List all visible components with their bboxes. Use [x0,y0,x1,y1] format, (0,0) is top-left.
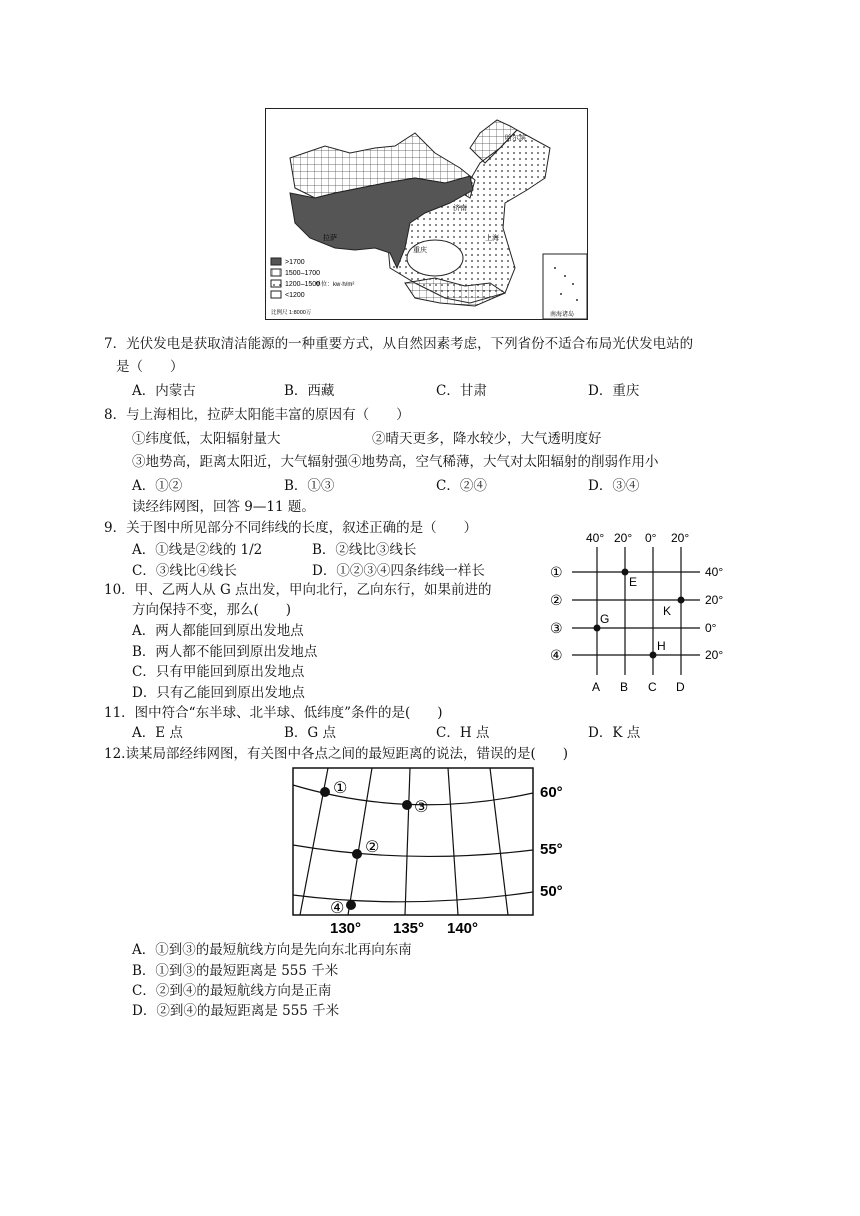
q8-statement-1: ①纬度低，太阳辐射量大 [132,431,281,447]
lat-long-grid-1 [542,525,742,700]
q12-stem: 12.读某局部经纬网图，有关图中各点之间的最短距离的说法，错误的是( ) [104,746,569,762]
q7-option-b: B．西藏 [284,383,335,399]
q11-stem: 11．图中符合“东半球、北半球、低纬度”条件的是( ) [104,705,443,721]
svg-text:重庆: 重庆 [413,247,427,254]
right-label-0: 0° [705,621,717,635]
q12-option-b: B．①到③的最短距离是 555 千米 [132,963,339,979]
svg-text:1500–1700: 1500–1700 [285,270,321,277]
q10-option-a: A．两人都能回到原出发地点 [132,623,304,639]
point-h: H [657,639,666,653]
svg-text:拉萨: 拉萨 [323,235,337,242]
q8-option-a: A．①② [132,478,183,494]
row-label-1: ① [550,564,563,580]
q8-option-b: B．①③ [284,478,335,494]
row-label-2: ② [550,592,563,608]
lon-label-140: 140° [447,920,479,937]
lat-long-grid-2 [290,765,590,940]
q10-option-c: C．只有甲能回到原出发地点 [132,664,305,680]
lon-label-135: 135° [393,920,425,937]
q9-option-a: A．①线是②线的 1/2 [132,542,263,558]
q11-option-c: C．H 点 [436,725,490,741]
svg-text:哈尔滨: 哈尔滨 [505,135,526,142]
q12-option-c: C．②到④的最短航线方向是正南 [132,983,332,999]
q11-option-b: B．G 点 [284,725,336,741]
q9-option-b: B．②线比③线长 [312,542,417,558]
top-label-40: 40° [586,531,605,545]
lat-label-55: 55° [540,841,563,858]
q8-option-d: D．③④ [588,478,640,494]
right-label-40: 40° [705,565,724,579]
lon-label-130: 130° [330,920,362,937]
q12-option-d: D．②到④的最短距离是 555 千米 [132,1003,340,1019]
q10-stem-line2: 方向保持不变，那么( ) [132,602,292,618]
point-1: ① [333,780,348,797]
q12-option-a: A．①到③的最短航线方向是先向东北再向东南 [132,942,412,958]
q7-option-c: C．甘肃 [436,383,487,399]
point-g: G [600,612,610,626]
svg-text:>1700: >1700 [285,259,305,266]
svg-text:<1200: <1200 [285,292,305,299]
point-e: E [629,575,638,589]
point-3: ③ [414,799,429,816]
top-label-20e: 20° [671,531,690,545]
q8-statement-3-4: ③地势高，距离太阳近，大气辐射强④地势高，空气稀薄，大气对太阳辐射的削弱作用小 [132,454,659,470]
q8-statement-2: ②晴天更多，降水较少，大气透明度好 [372,431,602,447]
point-4: ④ [330,900,345,917]
q8-stem: 8．与上海相比，拉萨太阳能丰富的原因有（ ） [104,407,410,423]
svg-text:1200–1500: 1200–1500 [285,281,321,288]
col-label-d: D [676,680,685,694]
q7-option-d: D．重庆 [588,383,640,399]
q9-option-d: D．①②③④四条纬线一样长 [312,563,485,579]
q10-option-d: D．只有乙能回到原出发地点 [132,685,305,701]
section-intro: 读经纬网图，回答 9—11 题。 [132,499,315,515]
svg-text:济南: 济南 [453,205,467,212]
q8-option-c: C．②④ [436,478,487,494]
lat-label-50: 50° [540,883,563,900]
row-label-4: ④ [550,647,563,663]
svg-text:上海: 上海 [485,235,499,242]
point-k: K [663,604,672,618]
china-solar-map [265,108,588,320]
q10-stem-line1: 10．甲、乙两人从 G 点出发，甲向北行，乙向东行，如果前进的 [104,582,492,598]
top-label-0: 0° [645,531,657,545]
q7-stem-line2: 是（ ） [116,359,184,375]
svg-text:单位：kw·h/m²: 单位：kw·h/m² [315,282,355,288]
col-label-c: C [648,680,657,694]
svg-text:比例尺 1:8000万: 比例尺 1:8000万 [271,310,312,316]
top-label-20: 20° [614,531,633,545]
q7-stem-line1: 7．光伏发电是获取清洁能源的一种重要方式，从自然因素考虑，下列省份不适合布局光伏发电站的 [104,336,694,352]
row-label-3: ③ [550,620,563,636]
right-label-20: 20° [705,593,724,607]
q10-option-b: B．两人都不能回到原出发地点 [132,644,318,660]
q9-option-c: C．③线比④线长 [132,563,237,579]
col-label-b: B [620,680,629,694]
q11-option-a: A．E 点 [132,725,183,741]
point-2: ② [365,839,380,856]
right-label-20s: 20° [705,648,724,662]
q7-option-a: A．内蒙古 [132,383,196,399]
q11-option-d: D．K 点 [588,725,641,741]
lat-label-60: 60° [540,784,563,801]
svg-text:南海诸岛: 南海诸岛 [550,312,575,318]
q9-stem: 9．关于图中所见部分不同纬线的长度，叙述正确的是（ ） [104,520,478,536]
col-label-a: A [592,680,601,694]
